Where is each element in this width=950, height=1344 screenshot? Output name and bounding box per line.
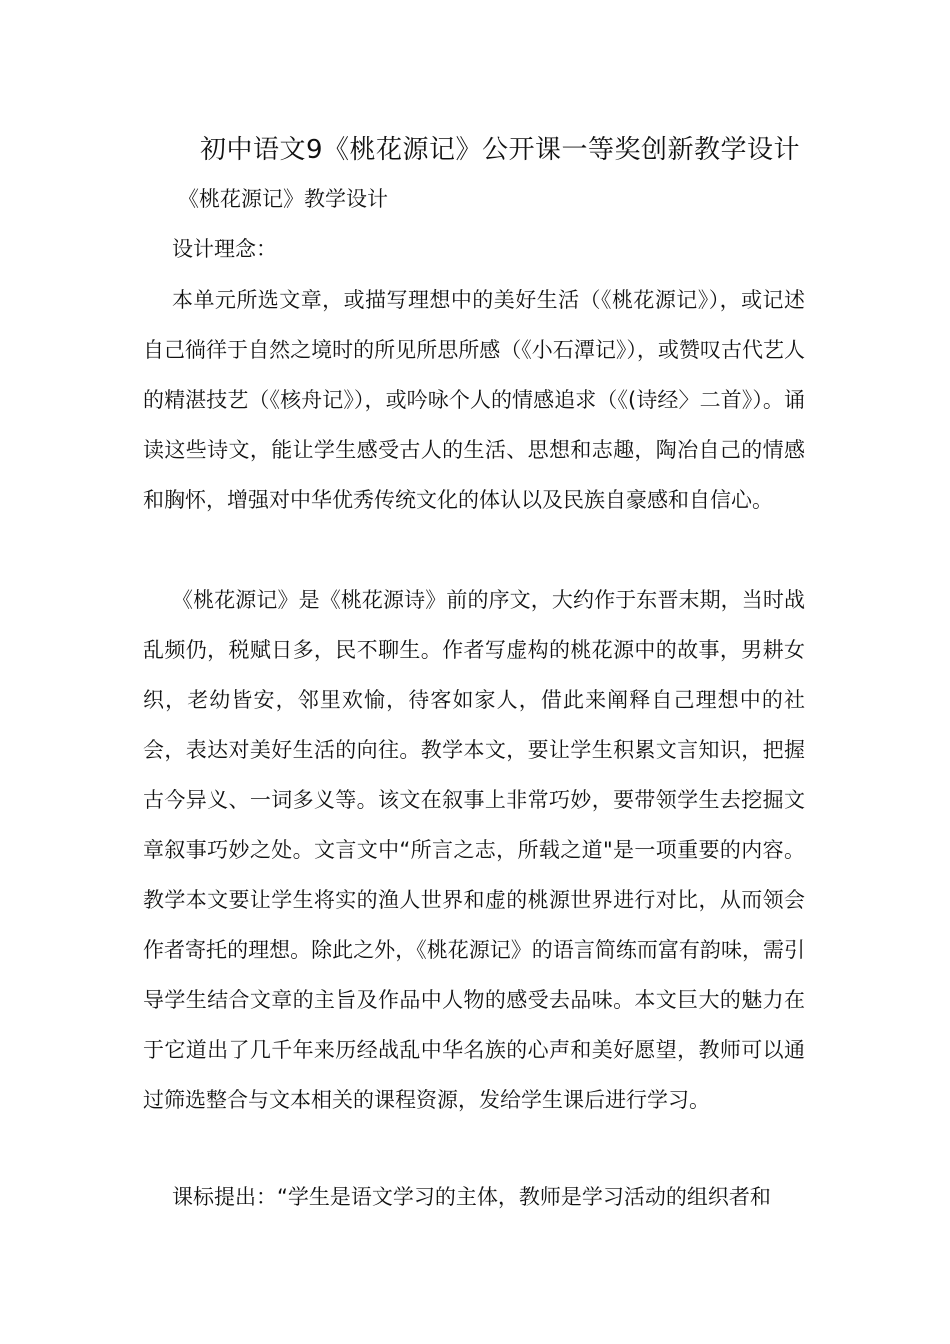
paragraph-unit-overview: 本单元所选文章，或描写理想中的美好生活（《桃花源记》），或记述自己徜徉于自然之境时的所见所思所感（《小石潭记》），或赞叹古代艺人的精湛技艺（《核舟记》），或吟咏个人的情感追求（《(诗经〉二首》）。诵读这些诗文，能让学生感受古人的生活、思想和志趣，陶冶自己的情感和胸怀，增强对中华优秀传统文化的体认以及民族自豪感和自信心。: [143, 288, 805, 512]
section-label: 设计理念：: [172, 237, 277, 261]
paragraph-text-analysis: 《桃花源记》是《桃花源诗》前的序文，大约作于东晋末期，当时战乱频仍，税赋日多，民不聊生。作者写虚构的桃花源中的故事，男耕女织，老幼皆安，邻里欢愉，待客如家人，借此来阐释自己理想中的社会，表达对美好生活的向往。教学本文，要让学生积累文言知识，把握古今异义、一词多义等。该文在叙事上非常巧妙，要带领学生去挖掘文章叙事巧妙之处。文言文中“所言之志，所载之道"是一项重要的内容。教学本文要让学生将实的渔人世界和虚的桃源世界进行对比，从而领会作者寄托的理想。除此之外，《桃花源记》的语言简练而富有韵味，需引导学生结合文章的主旨及作品中人物的感受去品味。本文巨大的魅力在于它道出了几千年来历经战乱中华名族的心声和美好愿望，教师可以通过筛选整合与文本相关的课程资源，发给学生课后进行学习。: [143, 588, 805, 1112]
document-title: 初中语文9《桃花源记》公开课一等奖创新教学设计: [199, 135, 801, 165]
document-subtitle: 《桃花源记》教学设计: [178, 187, 388, 211]
paragraph-curriculum-standard: 课标提出：“学生是语文学习的主体，教师是学习活动的组织者和: [172, 1185, 771, 1209]
